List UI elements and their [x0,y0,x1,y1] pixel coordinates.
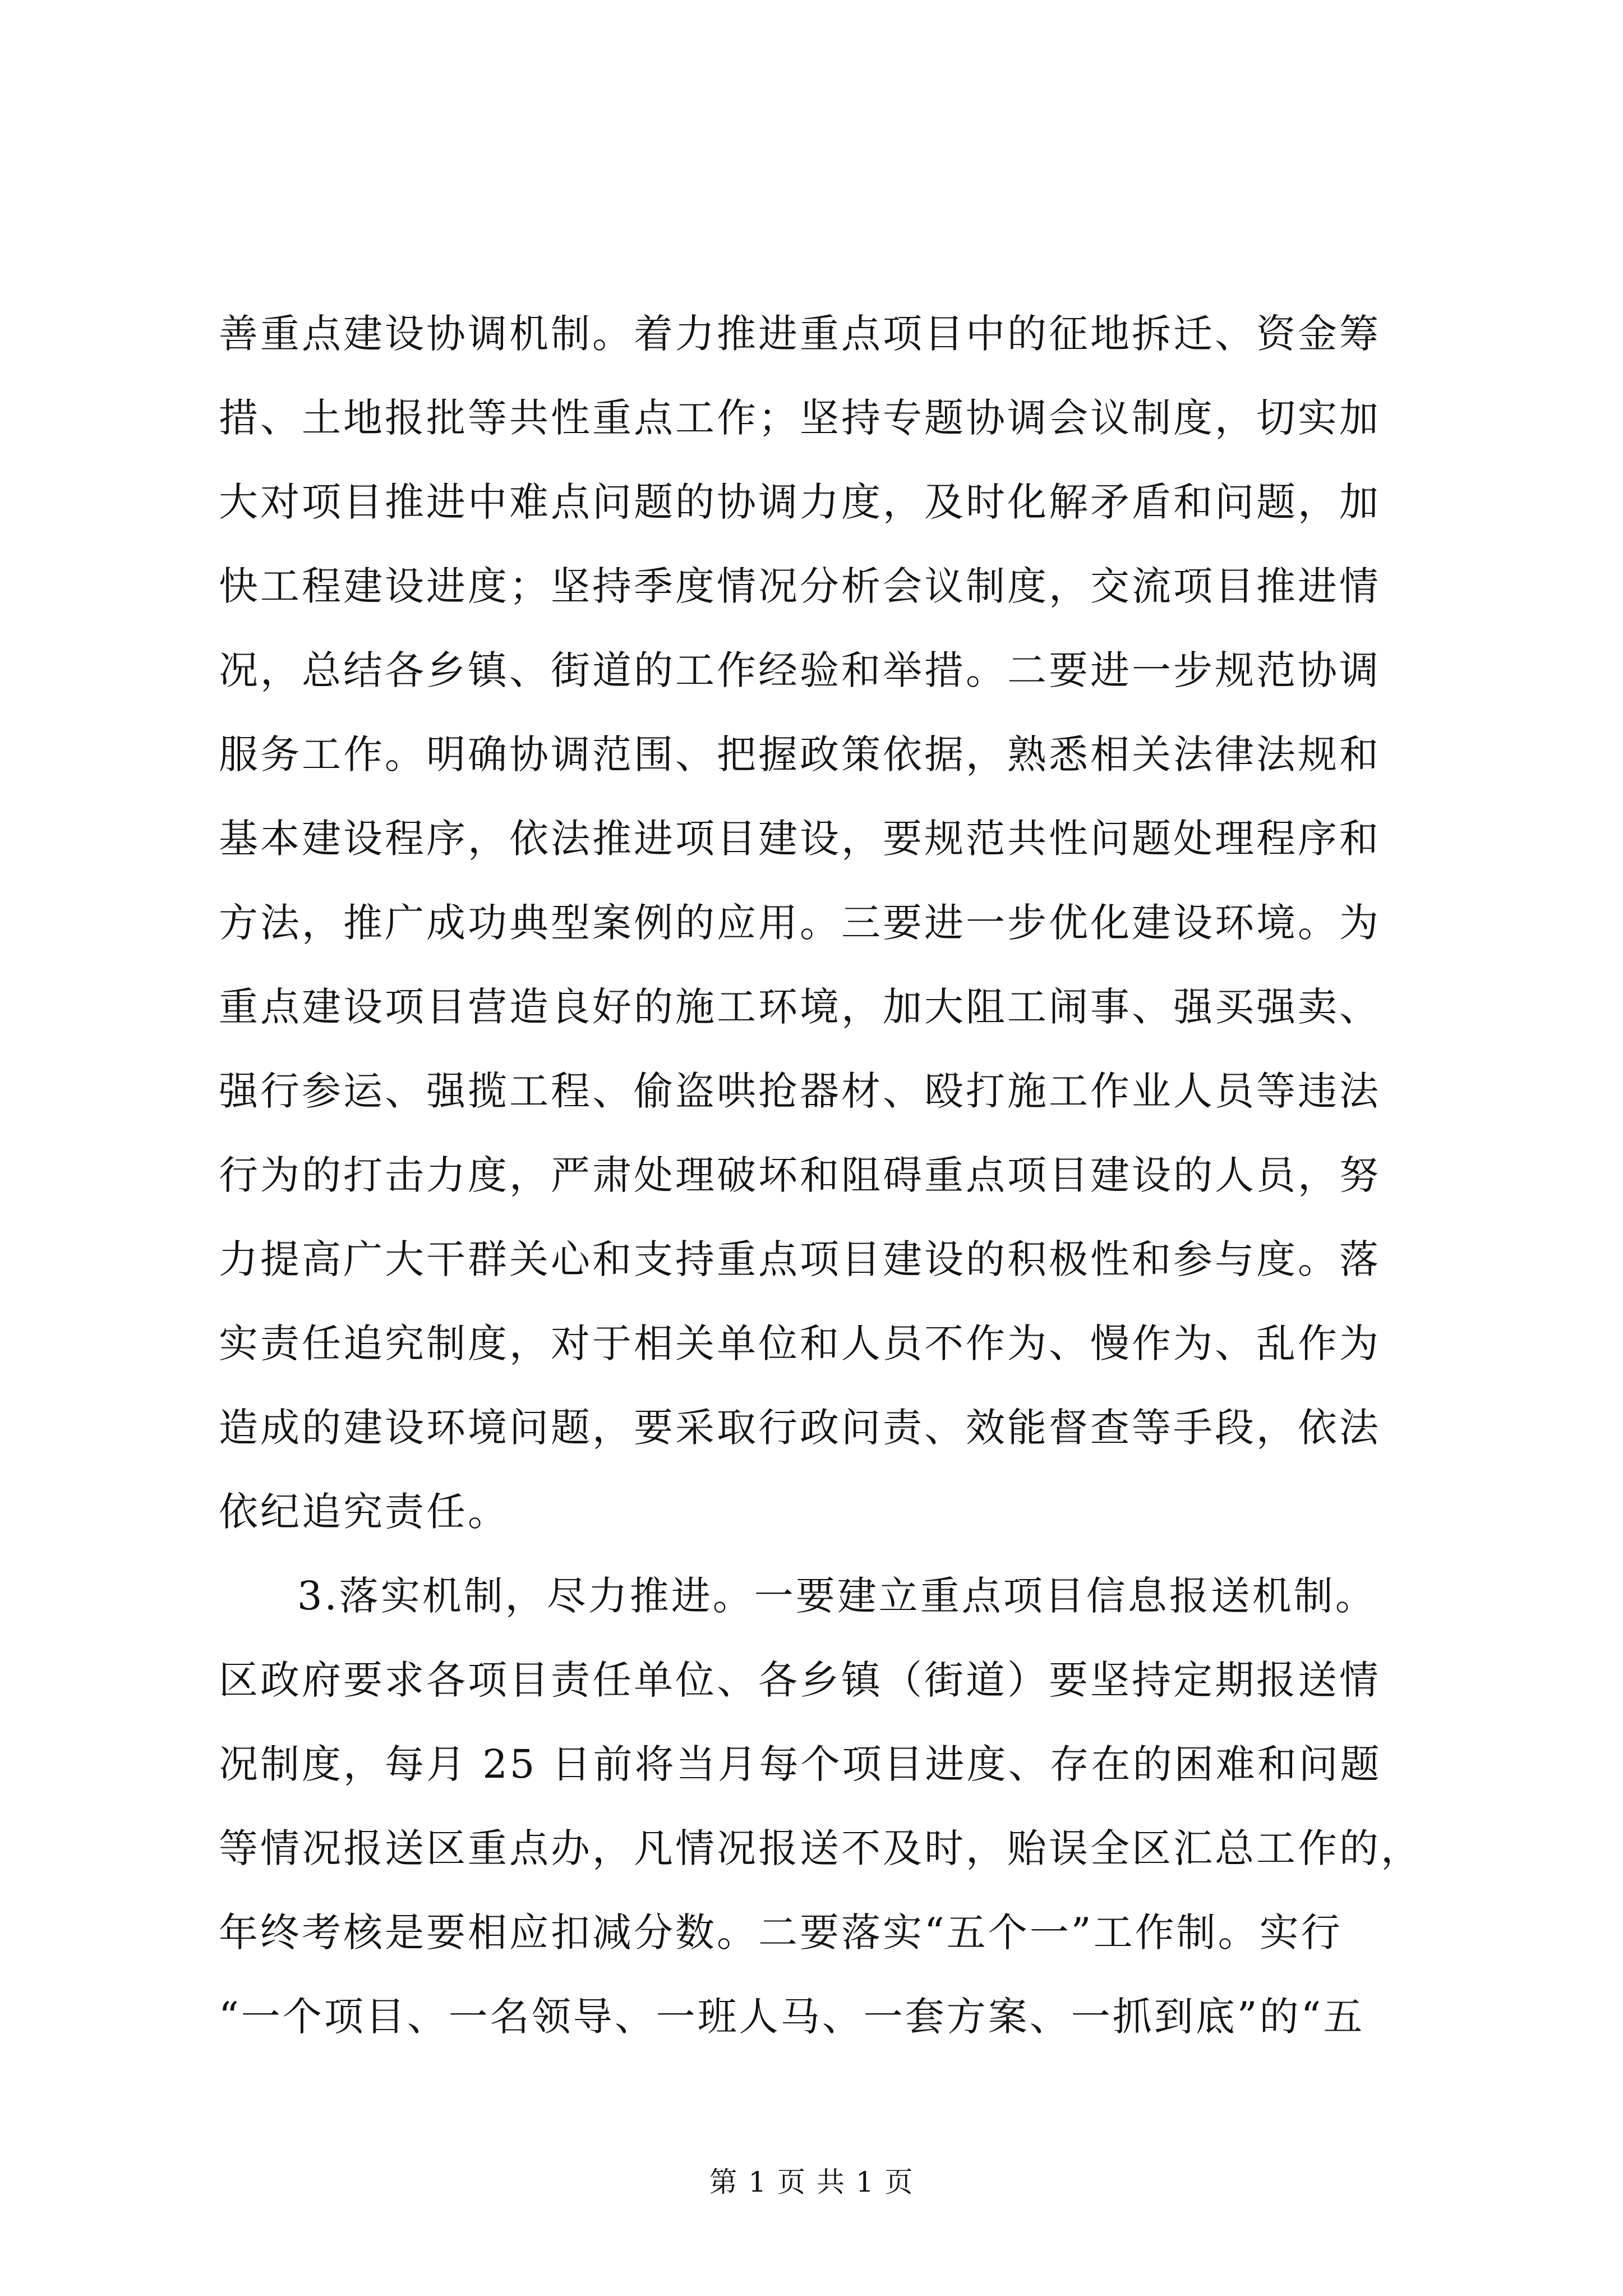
text-line: 等情况报送区重点办，凡情况报送不及时，贻误全区汇总工作的， [219,1825,1422,1871]
text-line: 实责任追究制度，对于相关单位和人员不作为、慢作为、乱作为 [219,1320,1381,1366]
text-line: 快工程建设进度；坚持季度情况分析会议制度，交流项目推进情 [219,563,1381,609]
text-line: 年终考核是要相应扣减分数。二要落实“五个一”工作制。实行 [219,1910,1343,1955]
body-text [219,292,1430,2059]
text-line: 力提高广大干群关心和支持重点项目建设的积极性和参与度。落 [219,1236,1381,1282]
paragraph-start-line: 3.落实机制，尽力推进。一要建立重点项目信息报送机制。 [297,1573,1377,1619]
text-line: 服务工作。明确协调范围、把握政策依据，熟悉相关法律法规和 [219,731,1381,777]
text-line: 造成的建设环境问题，要采取行政问责、效能督查等手段，依法 [219,1405,1381,1451]
text-line: 依纪追究责任。 [219,1489,509,1535]
text-line: 善重点建设协调机制。着力推进重点项目中的征地拆迁、资金筹 [219,311,1381,357]
text-line: 行为的打击力度，严肃处理破坏和阻碍重点项目建设的人员，努 [219,1152,1381,1198]
text-line: 强行参运、强揽工程、偷盗哄抢器材、殴打施工作业人员等违法 [219,1068,1381,1114]
text-line: 方法，推广成功典型案例的应用。三要进一步优化建设环境。为 [219,900,1381,946]
text-line: 措、土地报批等共性重点工作；坚持专题协调会议制度，切实加 [219,395,1381,441]
text-line: 况制度，每月 25 日前将当月每个项目进度、存在的困难和问题 [219,1741,1382,1787]
text-line: 重点建设项目营造良好的施工环境，加大阻工闹事、强买强卖、 [219,984,1381,1030]
page-footer: 第 1 页 共 1 页 [709,2166,914,2198]
text-line: 区政府要求各项目责任单位、各乡镇（街道）要坚持定期报送情 [219,1657,1381,1703]
text-line: 大对项目推进中难点问题的协调力度，及时化解矛盾和问题，加 [219,479,1381,525]
text-line: “一个项目、一名领导、一班人马、一套方案、一抓到底”的“五 [219,1994,1365,2040]
text-line: 基本建设程序，依法推进项目建设，要规范共性问题处理程序和 [219,816,1381,862]
text-line: 况，总结各乡镇、街道的工作经验和举措。二要进一步规范协调 [219,647,1381,693]
